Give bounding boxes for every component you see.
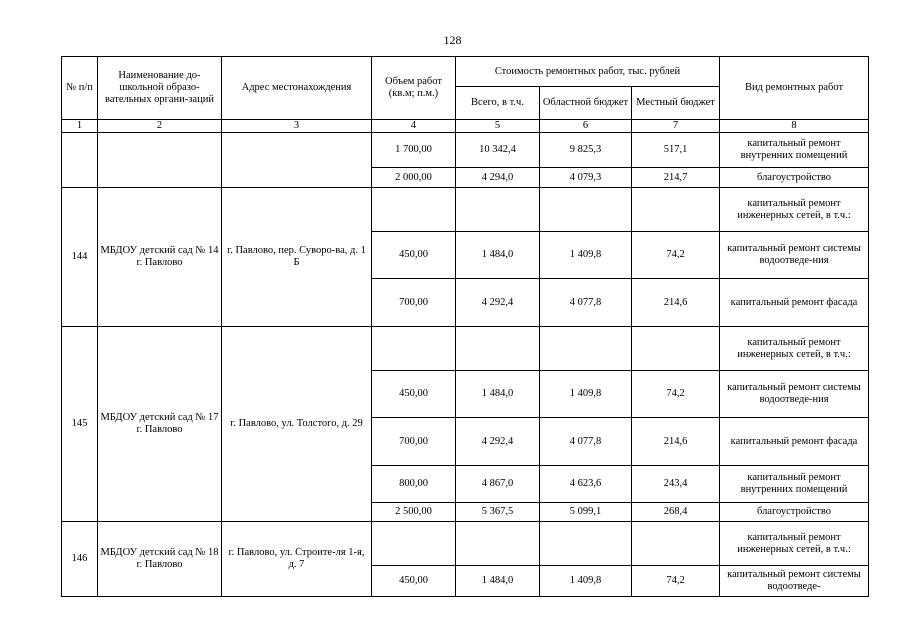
regional-cell: 1 409,8 bbox=[540, 232, 632, 279]
local-cell: 74,2 bbox=[632, 371, 720, 418]
work-type-cell: капитальный ремонт инженерных сетей, в т.ч.: bbox=[720, 188, 869, 232]
total-cell: 10 342,4 bbox=[456, 133, 540, 168]
work-type-cell: капитальный ремонт системы водоотведе-ния bbox=[720, 371, 869, 418]
col-number: 4 bbox=[372, 120, 456, 133]
local-cell: 517,1 bbox=[632, 133, 720, 168]
num-cell: 146 bbox=[62, 522, 98, 597]
num-cell bbox=[62, 133, 98, 188]
local-cell bbox=[632, 327, 720, 371]
local-cell bbox=[632, 188, 720, 232]
volume-cell bbox=[372, 327, 456, 371]
regional-cell: 1 409,8 bbox=[540, 566, 632, 597]
local-cell: 74,2 bbox=[632, 232, 720, 279]
total-cell: 1 484,0 bbox=[456, 232, 540, 279]
col-number: 1 bbox=[62, 120, 98, 133]
total-cell: 4 867,0 bbox=[456, 466, 540, 503]
regional-cell: 4 077,8 bbox=[540, 279, 632, 327]
regional-cell bbox=[540, 522, 632, 566]
regional-cell: 4 079,3 bbox=[540, 168, 632, 188]
work-type-cell: благоустройство bbox=[720, 168, 869, 188]
local-cell: 214,6 bbox=[632, 418, 720, 466]
total-cell: 1 484,0 bbox=[456, 566, 540, 597]
header-regional: Областной бюджет bbox=[540, 87, 632, 120]
header-num: № п/п bbox=[62, 57, 98, 120]
local-cell: 243,4 bbox=[632, 466, 720, 503]
column-number-row bbox=[62, 120, 869, 133]
header-work-type: Вид ремонтных работ bbox=[720, 57, 869, 120]
volume-cell: 700,00 bbox=[372, 418, 456, 466]
header-cost-group: Стоимость ремонтных работ, тыс. рублей bbox=[456, 57, 720, 87]
volume-cell: 450,00 bbox=[372, 566, 456, 597]
volume-cell: 2 000,00 bbox=[372, 168, 456, 188]
col-number: 2 bbox=[98, 120, 222, 133]
header-volume: Объем работ (кв.м; п.м.) bbox=[372, 57, 456, 120]
work-type-cell: капитальный ремонт инженерных сетей, в т.ч.: bbox=[720, 327, 869, 371]
header-address: Адрес местонахождения bbox=[222, 57, 372, 120]
total-cell: 5 367,5 bbox=[456, 503, 540, 522]
num-cell: 145 bbox=[62, 327, 98, 522]
header-total: Всего, в т.ч. bbox=[456, 87, 540, 120]
volume-cell bbox=[372, 188, 456, 232]
work-type-cell: капитальный ремонт фасада bbox=[720, 279, 869, 327]
table-row bbox=[62, 522, 869, 566]
volume-cell: 450,00 bbox=[372, 371, 456, 418]
regional-cell bbox=[540, 188, 632, 232]
table-header bbox=[62, 57, 869, 133]
name-cell bbox=[98, 133, 222, 188]
address-cell bbox=[222, 133, 372, 188]
work-type-cell: благоустройство bbox=[720, 503, 869, 522]
col-number: 5 bbox=[456, 120, 540, 133]
regional-cell bbox=[540, 327, 632, 371]
volume-cell: 1 700,00 bbox=[372, 133, 456, 168]
volume-cell: 450,00 bbox=[372, 232, 456, 279]
work-type-cell: капитальный ремонт внутренних помещений bbox=[720, 466, 869, 503]
volume-cell: 2 500,00 bbox=[372, 503, 456, 522]
work-type-cell: капитальный ремонт системы водоотведе-ния bbox=[720, 232, 869, 279]
total-cell: 4 294,0 bbox=[456, 168, 540, 188]
total-cell: 1 484,0 bbox=[456, 371, 540, 418]
header-name: Наименование до-школьной образо-вательных органи-заций bbox=[98, 57, 222, 120]
local-cell bbox=[632, 522, 720, 566]
work-type-cell: капитальный ремонт внутренних помещений bbox=[720, 133, 869, 168]
col-number: 3 bbox=[222, 120, 372, 133]
total-cell bbox=[456, 522, 540, 566]
regional-cell: 4 623,6 bbox=[540, 466, 632, 503]
address-cell: г. Павлово, ул. Толстого, д. 29 bbox=[222, 327, 372, 522]
col-number: 8 bbox=[720, 120, 869, 133]
num-cell: 144 bbox=[62, 188, 98, 327]
col-number: 6 bbox=[540, 120, 632, 133]
volume-cell: 800,00 bbox=[372, 466, 456, 503]
local-cell: 214,6 bbox=[632, 279, 720, 327]
address-cell: г. Павлово, ул. Строите-ля 1-я, д. 7 bbox=[222, 522, 372, 597]
total-cell: 4 292,4 bbox=[456, 418, 540, 466]
work-type-cell: капитальный ремонт системы водоотведе- bbox=[720, 566, 869, 597]
address-cell: г. Павлово, пер. Суворо-ва, д. 1 Б bbox=[222, 188, 372, 327]
table-row bbox=[62, 133, 869, 168]
regional-cell: 1 409,8 bbox=[540, 371, 632, 418]
local-cell: 214,7 bbox=[632, 168, 720, 188]
regional-cell: 9 825,3 bbox=[540, 133, 632, 168]
table-row bbox=[62, 188, 869, 232]
name-cell: МБДОУ детский сад № 17 г. Павлово bbox=[98, 327, 222, 522]
work-type-cell: капитальный ремонт инженерных сетей, в т.ч.: bbox=[720, 522, 869, 566]
page-number: 128 bbox=[443, 33, 462, 47]
local-cell: 268,4 bbox=[632, 503, 720, 522]
name-cell: МБДОУ детский сад № 18 г. Павлово bbox=[98, 522, 222, 597]
total-cell: 4 292,4 bbox=[456, 279, 540, 327]
work-type-cell: капитальный ремонт фасада bbox=[720, 418, 869, 466]
header-local: Местный бюджет bbox=[632, 87, 720, 120]
col-number: 7 bbox=[632, 120, 720, 133]
volume-cell: 700,00 bbox=[372, 279, 456, 327]
table-row bbox=[62, 327, 869, 371]
total-cell bbox=[456, 327, 540, 371]
regional-cell: 5 099,1 bbox=[540, 503, 632, 522]
regional-cell: 4 077,8 bbox=[540, 418, 632, 466]
volume-cell bbox=[372, 522, 456, 566]
total-cell bbox=[456, 188, 540, 232]
repair-works-table bbox=[61, 56, 869, 597]
name-cell: МБДОУ детский сад № 14 г. Павлово bbox=[98, 188, 222, 327]
local-cell: 74,2 bbox=[632, 566, 720, 597]
